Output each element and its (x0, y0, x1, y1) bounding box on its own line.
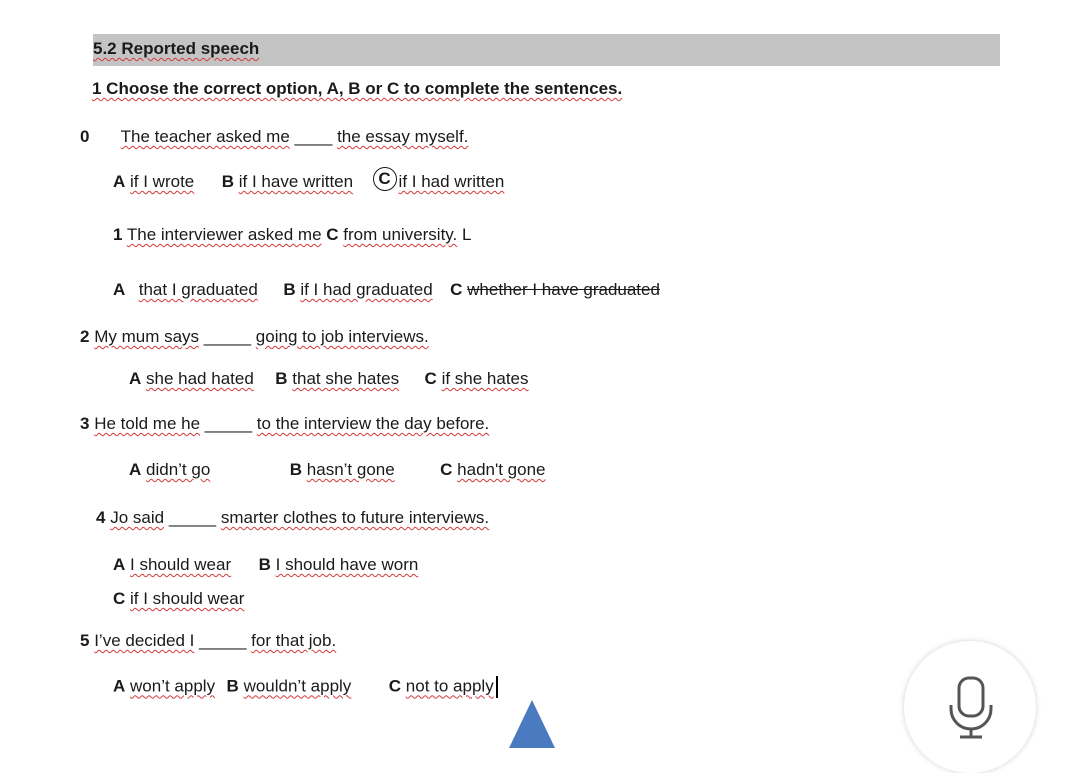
option-letter: A (129, 369, 142, 388)
option-text: I should have worn (275, 555, 419, 574)
option-text: I should wear (130, 555, 232, 574)
question-number: 5 (80, 631, 90, 650)
option-letter: B (283, 280, 296, 299)
option-letter: C (113, 589, 126, 608)
option-letter: B (289, 460, 303, 479)
option-letter: B (221, 172, 235, 191)
question-1 (113, 225, 471, 245)
question-stem-end: for that job. (251, 631, 337, 650)
option-text: if I had written (398, 172, 505, 191)
option-letter: C (424, 369, 437, 388)
option-letter: C (440, 460, 453, 479)
question-stem-end: going to job interviews. (255, 327, 429, 346)
option-text: if I should wear (130, 589, 245, 608)
answer-blank: ____ (294, 127, 333, 146)
question-stem-end: to the interview the day before. (256, 414, 490, 433)
question-stem: I’ve decided I (94, 631, 195, 650)
option-text: didn’t go (146, 460, 211, 479)
question-number: 2 (80, 327, 90, 346)
stray-mark: L (462, 225, 472, 244)
question-number: 1 (113, 225, 123, 244)
question-number: 3 (80, 414, 90, 433)
question-2 (80, 327, 429, 347)
option-letter: C (388, 676, 402, 696)
options-1 (113, 280, 660, 300)
options-3 (129, 460, 546, 480)
answer-blank: _____ (199, 631, 247, 650)
option-text: if she hates (441, 369, 529, 388)
section-title: 5.2 Reported speech (93, 39, 260, 58)
question-0 (80, 127, 468, 147)
option-letter: B (258, 555, 271, 574)
option-text: if I had graduated (300, 280, 433, 299)
question-stem-end: from university. (343, 225, 458, 244)
option-letter: A (129, 460, 142, 479)
options-2 (129, 369, 529, 389)
option-letter: A (113, 676, 126, 696)
answer-blank: _____ (168, 508, 217, 527)
option-text: hasn’t gone (306, 460, 395, 479)
question-stem-end: the essay myself. (337, 127, 469, 146)
option-letter: C (450, 280, 463, 299)
question-number: 0 (80, 127, 90, 146)
option-letter: B (275, 369, 288, 388)
option-text: if I wrote (130, 172, 195, 191)
option-text: that I graduated (138, 280, 258, 299)
text-cursor (496, 676, 498, 698)
question-stem: My mum says (94, 327, 200, 346)
answer-blank: _____ (204, 414, 253, 433)
microphone-button[interactable] (904, 641, 1036, 773)
option-text: she had hated (146, 369, 254, 388)
options-4-line2 (113, 589, 244, 609)
question-number: 4 (96, 508, 106, 527)
microphone-icon (946, 675, 996, 739)
instruction-text: 1 Choose the correct option, A, B or C to complete the sentences. (92, 79, 623, 98)
answer-blank: _____ (203, 327, 252, 346)
option-text-struck: whether I have graduated (467, 280, 660, 299)
question-stem: He told me he (94, 414, 201, 433)
option-letter: B (226, 676, 239, 696)
question-stem-end: smarter clothes to future interviews. (220, 508, 490, 527)
option-letter: A (113, 172, 126, 191)
question-stem: Jo said (110, 508, 165, 527)
question-3 (80, 414, 489, 434)
option-text: wouldn’t apply (243, 676, 352, 696)
option-text: hadn't gone (457, 460, 546, 479)
option-text: that she hates (292, 369, 400, 388)
question-5 (80, 631, 336, 651)
options-4 (113, 555, 418, 575)
option-letter: A (113, 280, 126, 299)
option-text: if I have written (238, 172, 354, 191)
option-text: won’t apply (130, 676, 216, 696)
question-stem: The teacher asked me (120, 127, 290, 146)
option-text: not to apply (405, 676, 494, 696)
question-4 (96, 508, 489, 528)
circled-answer: C (373, 167, 397, 191)
options-0 (113, 170, 504, 194)
options-5 (113, 676, 498, 698)
selection-handle[interactable] (509, 700, 555, 748)
question-stem: The interviewer asked me (126, 225, 322, 244)
section-heading (93, 34, 1000, 66)
option-letter: A (113, 555, 126, 574)
written-answer: C (326, 225, 339, 244)
